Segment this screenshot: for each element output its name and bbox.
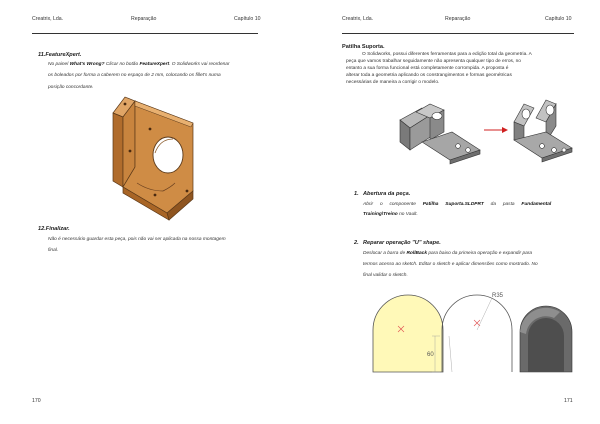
step11-title: 11.FeatureXpert. bbox=[38, 52, 82, 58]
sketch-original bbox=[373, 295, 443, 372]
u-shape-3d-solid bbox=[520, 306, 572, 372]
header-rule bbox=[342, 33, 574, 34]
header-chapter: Capítulo 10 bbox=[545, 16, 572, 22]
step1-title: Abertura da peça. bbox=[363, 191, 411, 197]
step1-number: 1. bbox=[354, 191, 359, 197]
step1-line2: Training\Treino no Vault. bbox=[363, 212, 418, 217]
fixed-part bbox=[514, 100, 572, 162]
right-page bbox=[300, 0, 600, 424]
arrow-head-icon bbox=[502, 127, 508, 133]
header-company: Creatrix, Lda. bbox=[342, 16, 374, 22]
intro-line-3: entanto a sua forma funcional está completamente corrompida. A proposta é bbox=[346, 66, 509, 71]
u-shape-sketches-image bbox=[370, 290, 580, 375]
step2-title: Reparar operação "U" shape. bbox=[363, 240, 441, 246]
page-number-right: 171 bbox=[564, 398, 573, 404]
step11-line3: posição concordante. bbox=[48, 85, 94, 90]
step12-title: 12.Finalizar. bbox=[38, 226, 70, 232]
step1-line1: Abrir o componente Patilha Suporta.SLDPRT da pasta Fundamental bbox=[363, 202, 552, 207]
before-after-parts-image bbox=[392, 92, 577, 172]
step12-line1: Não é necessário guardar esta peça, pois não vai ser aplicada na nossa montagem bbox=[48, 237, 226, 242]
step12-line2: final. bbox=[48, 248, 59, 253]
step11-line2: os boleados por forma a caberem no espaço de 2 mm, colocando os fillet's numa bbox=[48, 73, 221, 78]
header-company: Creatrix, Lda. bbox=[32, 16, 64, 22]
page-number-left: 170 bbox=[32, 398, 41, 404]
intro-line-1: O Solidworks, possui diferentes ferramentas para a edição total da geometria. A bbox=[362, 52, 532, 57]
bracket-part-image bbox=[105, 95, 200, 220]
radius-dimension: R35 bbox=[492, 293, 504, 299]
step2-line3: final validar o sketch. bbox=[363, 273, 408, 278]
intro-line-4: alterar toda a geometria aplicando os constrangimentos e formas geométricas bbox=[346, 73, 512, 78]
header-section: Reparação bbox=[445, 16, 471, 22]
header-chapter: Capítulo 10 bbox=[234, 16, 261, 22]
header-section: Reparação bbox=[131, 16, 157, 22]
step2-line1: Deslocar a barra de RollBack para baixo da primeira operação e expandir para bbox=[363, 251, 533, 256]
intro-line-5: necessárias de maneira a corrigir o modelo. bbox=[346, 80, 440, 85]
step11-line1: No painel What's Wrong? Clicar no botão FeatureXpert. O Solidworks vai reordenar bbox=[48, 62, 230, 67]
step2-line2: termos acesso ao sketch. Editar o sketch e aplicar dimensões como mostrado. No bbox=[363, 262, 538, 267]
intro-line-2: peça que vamos trabalhar seguidamente não apresenta qualquer tipo de erros, no bbox=[346, 59, 521, 64]
height-dimension: 60 bbox=[427, 352, 434, 358]
section-title: Patilha Suporta. bbox=[342, 44, 385, 50]
broken-part bbox=[400, 104, 480, 164]
step2-number: 2. bbox=[354, 240, 359, 246]
header-rule bbox=[32, 33, 258, 34]
